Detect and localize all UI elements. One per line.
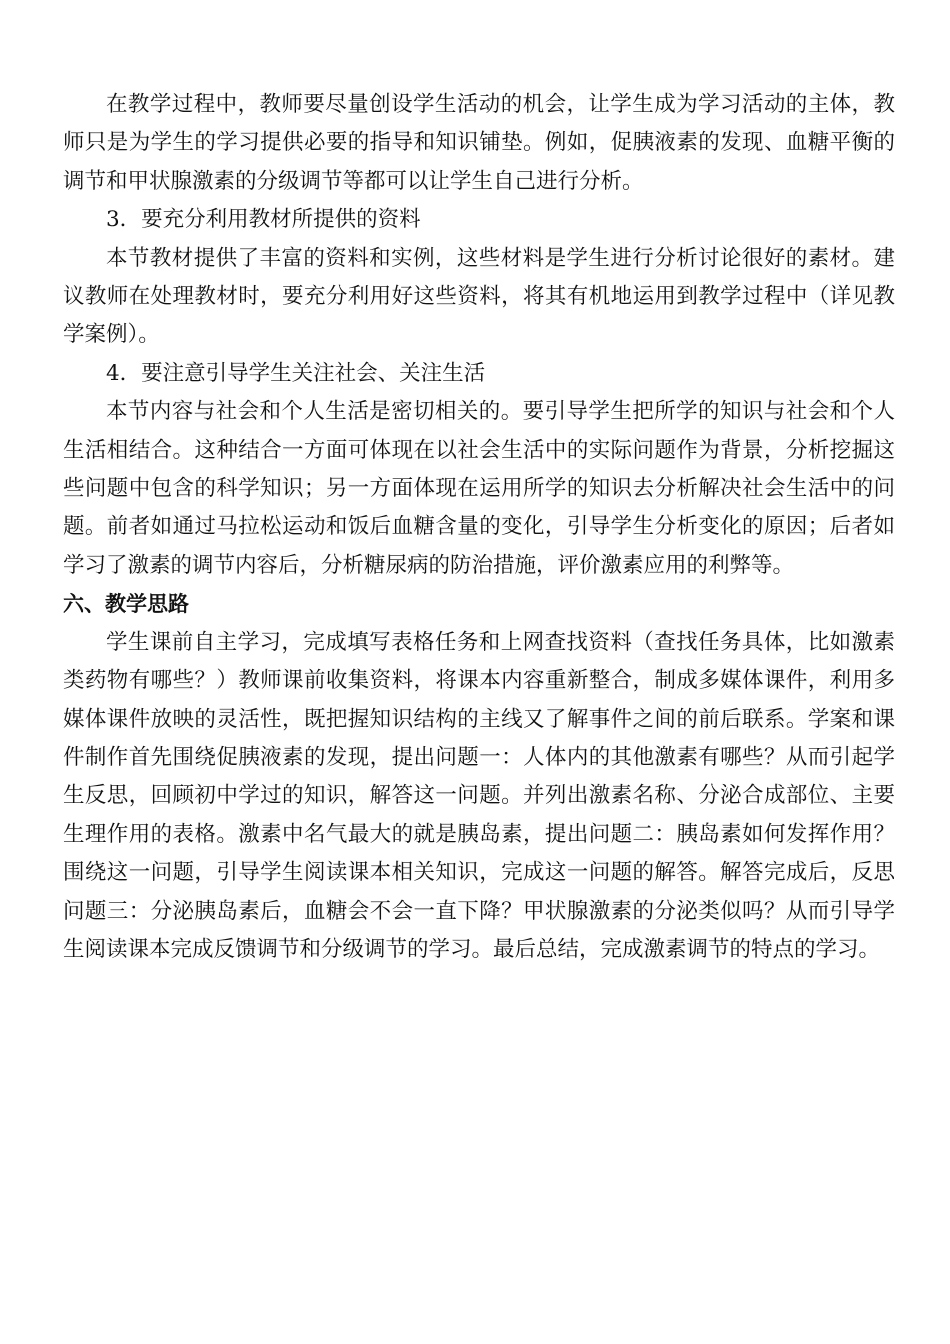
item-4-title: 4．要注意引导学生关注社会、关注生活: [106, 360, 486, 386]
section-heading-teaching-approach: 六、教学思路: [63, 592, 189, 617]
paragraph-teaching-approach: 学生课前自主学习，完成填写表格任务和上网查找资料（查找任务具体，比如激素类药物有哪些？）教师课前收集资料，将课本内容重新整合，制成多媒体课件，利用多媒体课件放映的灵活性，既把握知识结构的主线又了解事件之间的前后联系。学案和课件制作首先围绕促胰液素的发现，提出问题一：人体内的其他激素有哪些？从而引起学生反思，回顾初中学过的知识，解答这一问题。并列出激素名称、分泌合成部位、主要生理作用的表格。激素中名气最大的就是胰岛素，提出问题二：胰岛素如何发挥作用？围绕这一问题，引导学生阅读课本相关知识，完成这一问题的解答。解答完成后，反思问题三：分泌胰岛素后，血糖会不会一直下降？甲状腺激素的分泌类似吗？从而引导学生阅读课本完成反馈调节和分级调节的学习。最后总结，完成激素调节的特点的学习。: [63, 629, 895, 962]
paragraph-student-activity: 在教学过程中，教师要尽量创设学生活动的机会，让学生成为学习活动的主体，教师只是为学生的学习提供必要的指导和知识铺垫。例如，促胰液素的发现、血糖平衡的调节和甲状腺激素的分级调节等都可以让学生自己进行分析。: [63, 92, 895, 194]
paragraph-society-life: 本节内容与社会和个人生活是密切相关的。要引导学生把所学的知识与社会和个人生活相结合。这种结合一方面可体现在以社会生活中的实际问题作为背景，分析挖掘这些问题中包含的科学知识；另一方面体现在运用所学的知识去分析解决社会生活中的问题。前者如通过马拉松运动和饭后血糖含量的变化，引导学生分析变化的原因；后者如学习了激素的调节内容后，分析糖尿病的防治措施，评价激素应用的利弊等。: [63, 399, 895, 578]
item-3-title: 3．要充分利用教材所提供的资料: [106, 207, 421, 233]
document-page: [63, 86, 895, 969]
paragraph-textbook-materials: 本节教材提供了丰富的资料和实例，这些材料是学生进行分析讨论很好的素材。建议教师在处理教材时，要充分利用好这些资料，将其有机地运用到教学过程中（详见教学案例）。: [63, 245, 895, 348]
